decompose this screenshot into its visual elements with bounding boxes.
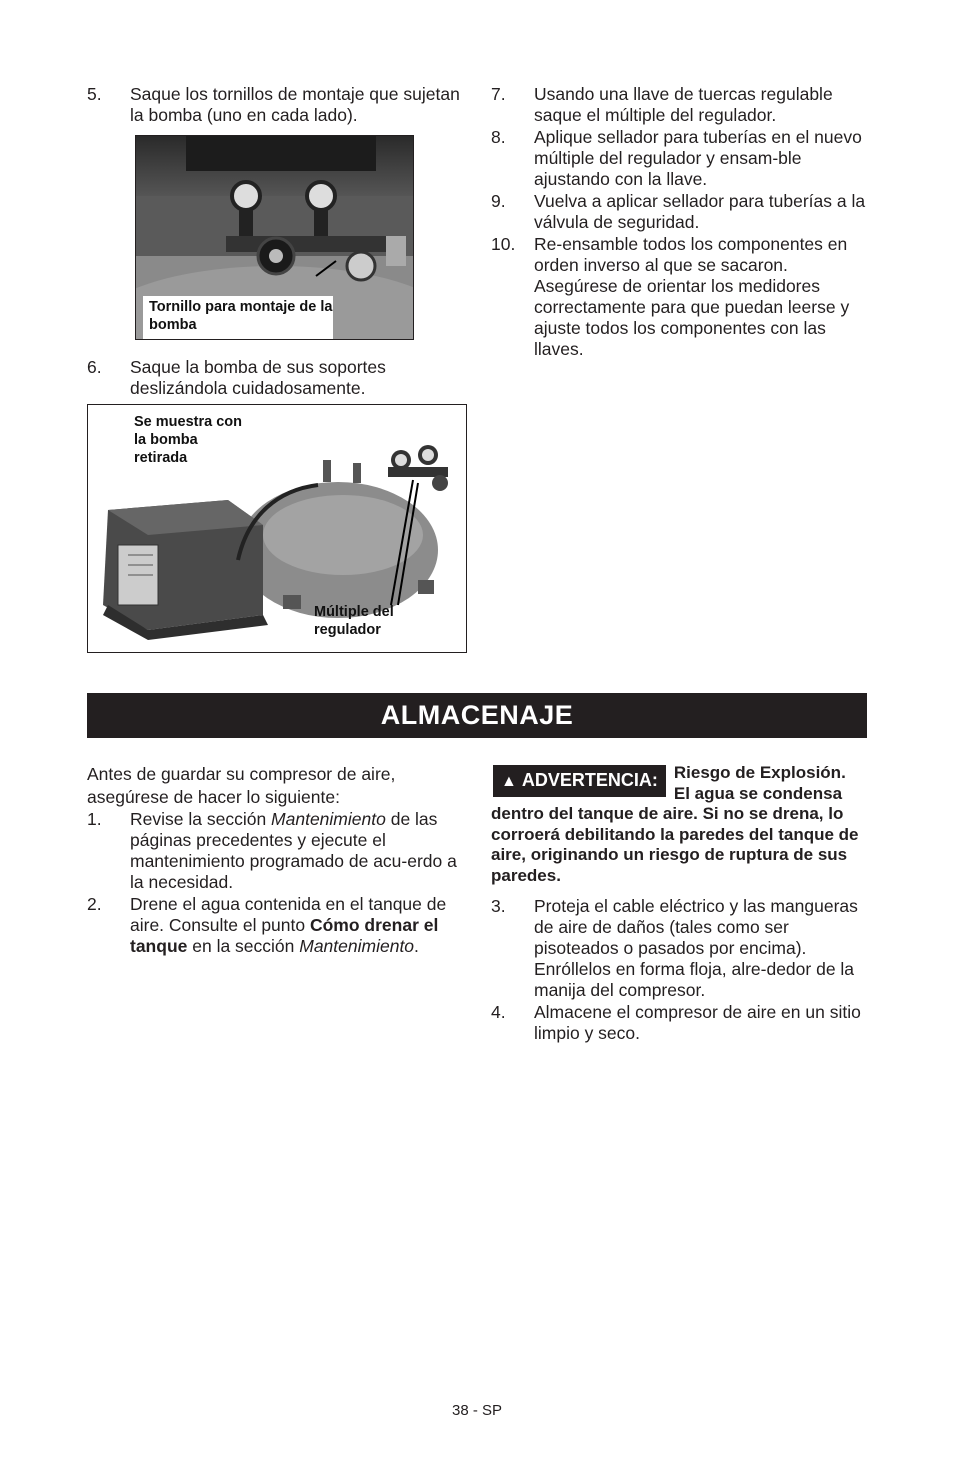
step-7 [491,84,871,126]
storage-step-2 [87,894,462,957]
pump-mount-photo [135,135,414,340]
storage-left [87,763,462,958]
storage-step-4 [491,1002,866,1044]
warning-text: Riesgo de Explosión. El agua se condensa dentro del tanque de aire. Si no se drena, lo corroerá debilitando la paredes del tanque de aire, originando un riesgo de ruptura de sus paredes. [491,763,859,885]
pump-removed-caption: Se muestra con la bomba retirada [134,414,242,466]
step-number: 3. [491,896,506,916]
step-number: 8. [491,127,506,147]
step-text: Almacene el compresor de aire en un sitio limpio y seco. [534,1002,861,1043]
step-text-d: Mantenimiento [299,936,415,956]
step-text-c: en la sección [187,936,300,956]
step-8 [491,127,871,190]
step-text-b: Mantenimiento [271,809,386,829]
warning-label-text: ADVERTENCIA: [521,770,658,790]
section-header [87,693,867,738]
step-text: Re-ensamble todos los componentes en orden inverso al que se sacaron. Asegúrese de orientar los medidores correctamente para que puedan leerse y ajuste todos los componentes con las llaves. [534,234,850,359]
step-number: 10. [491,234,516,254]
step-text: Usando una llave de tuercas regulable saque el múltiple del regulador. [534,84,833,125]
storage-step-3 [491,896,866,1001]
step-text: Saque la bomba de sus soportes deslizándola cuidadosamente. [130,357,386,398]
step-text-a: Revise la sección [130,809,272,829]
step-number: 6. [87,357,102,377]
step-9 [491,191,871,233]
warning-triangle-icon: ▲ [501,773,517,790]
step-text: Saque los tornillos de montaje que sujetan la bomba (uno en cada lado). [130,84,460,125]
step-number: 1. [87,809,102,829]
storage-step-1 [87,809,462,893]
step-text-b: Cómo drenar el tanque [130,915,439,956]
pump-removed-photo [87,404,467,653]
step-number: 2. [87,894,102,914]
section-title: ALMACENAJE [380,700,574,730]
step-6 [87,357,467,400]
regulator-manifold-caption: Múltiple del regulador [314,604,394,638]
step-text-a: Drene el agua contenida en el tanque de aire. Consulte el punto [130,894,447,935]
step-text-e: . [414,936,419,956]
step-text: Aplique sellador para tuberías en el nuevo múltiple del regulador y ensam-ble ajustando con la llave. [534,127,862,189]
storage-right [491,763,866,1045]
step-text: Proteja el cable eléctrico y las mangueras de aire de daños (tales como ser pisoteados o pasados por encima). Enróllelos en forma floja, alre-dedor de la manija del compresor. [534,896,858,1000]
step-text: Vuelva a aplicar sellador para tuberías a la válvula de seguridad. [534,191,866,232]
step-number: 4. [491,1002,506,1022]
page-number: 38 - SP [451,1402,503,1419]
step-number: 7. [491,84,506,104]
step-10 [491,234,871,360]
warning-block [491,763,866,886]
step-number: 5. [87,84,102,104]
pump-screw-caption: Tornillo para montaje de la bomba [149,299,333,333]
step-number: 9. [491,191,506,211]
step-text-c: de las páginas precedentes y ejecute el mantenimiento programado de acu-erdo a la necesidad. [130,809,457,892]
step-5 [87,84,467,127]
storage-intro: Antes de guardar su compresor de aire, asegúrese de hacer lo siguiente: [87,764,396,807]
warning-label [493,765,666,797]
steps-7-10 [491,84,871,361]
